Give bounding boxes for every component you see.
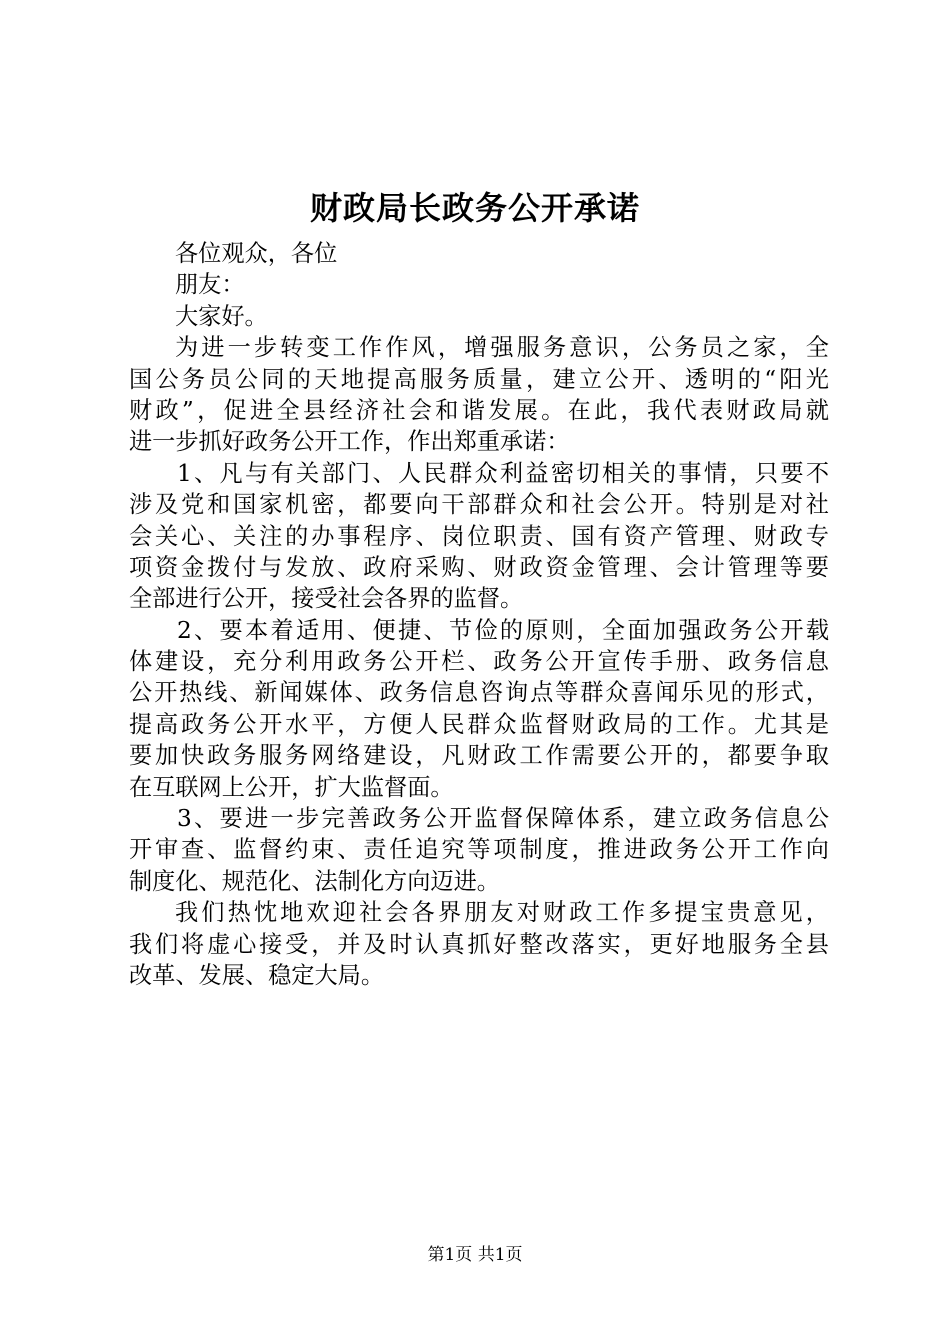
document-body xyxy=(129,238,829,991)
paragraph-line: 公开热线、新闻媒体、政务信息咨询点等群众喜闻乐见的形式， xyxy=(129,679,829,707)
paragraph-line: 财政”，促进全县经济社会和谐发展。在此，我代表财政局就 xyxy=(129,396,829,424)
paragraph xyxy=(129,615,829,803)
paragraph-line: 进一步抓好政务公开工作，作出郑重承诺： xyxy=(129,428,570,456)
page-footer: 第1页 共1页 xyxy=(427,1245,523,1265)
paragraph-line: 我们热忱地欢迎社会各界朋友对财政工作多提宝贵意见， xyxy=(175,899,829,927)
greeting-line: 朋友： xyxy=(175,271,245,299)
paragraph xyxy=(129,803,829,897)
paragraph-line: 国公务员公同的天地提高服务质量，建立公开、透明的“阳光 xyxy=(129,365,829,393)
paragraph-line: 体建设，充分利用政务公开栏、政务公开宣传手册、政务信息 xyxy=(129,648,829,676)
paragraph-line: 在互联网上公开，扩大监督面。 xyxy=(129,773,454,801)
document-title: 财政局长政务公开承诺 xyxy=(309,189,640,227)
paragraph-line: 项资金拨付与发放、政府采购、财政资金管理、会计管理等要 xyxy=(129,553,829,581)
paragraph-line: 要加快政务服务网络建设，凡财政工作需要公开的，都要争取 xyxy=(129,742,829,770)
paragraph-line: 为进一步转变工作作风，增强服务意识，公务员之家，全 xyxy=(175,334,829,362)
paragraph-line: 我们将虚心接受，并及时认真抓好整改落实，更好地服务全县 xyxy=(129,930,829,958)
paragraph-line: 提高政务公开水平，方便人民群众监督财政局的工作。尤其是 xyxy=(129,710,829,738)
paragraph-line: 3、要进一步完善政务公开监督保障体系，建立政务信息公 xyxy=(177,805,829,833)
paragraph xyxy=(129,332,829,458)
paragraph xyxy=(129,458,829,615)
paragraph-line: 2、要本着适用、便捷、节俭的原则，全面加强政务公开载 xyxy=(177,616,829,644)
paragraph-line: 会关心、关注的办事程序、岗位职责、国有资产管理、财政专 xyxy=(129,522,829,550)
paragraph-line: 涉及党和国家机密，都要向干部群众和社会公开。特别是对社 xyxy=(129,491,829,519)
paragraph-line: 1、凡与有关部门、人民群众利益密切相关的事情，只要不 xyxy=(177,459,829,487)
paragraph-line: 制度化、规范化、法制化方向迈进。 xyxy=(129,867,500,895)
paragraph-line: 开审查、监督约束、责任追究等项制度，推进政务公开工作向 xyxy=(129,836,829,864)
greeting-line: 大家好。 xyxy=(175,302,268,330)
paragraph xyxy=(129,897,829,991)
paragraph-line: 全部进行公开，接受社会各界的监督。 xyxy=(129,585,524,613)
greeting-line: 各位观众，各位 xyxy=(175,240,338,267)
paragraph-line: 改革、发展、稳定大局。 xyxy=(129,961,385,989)
